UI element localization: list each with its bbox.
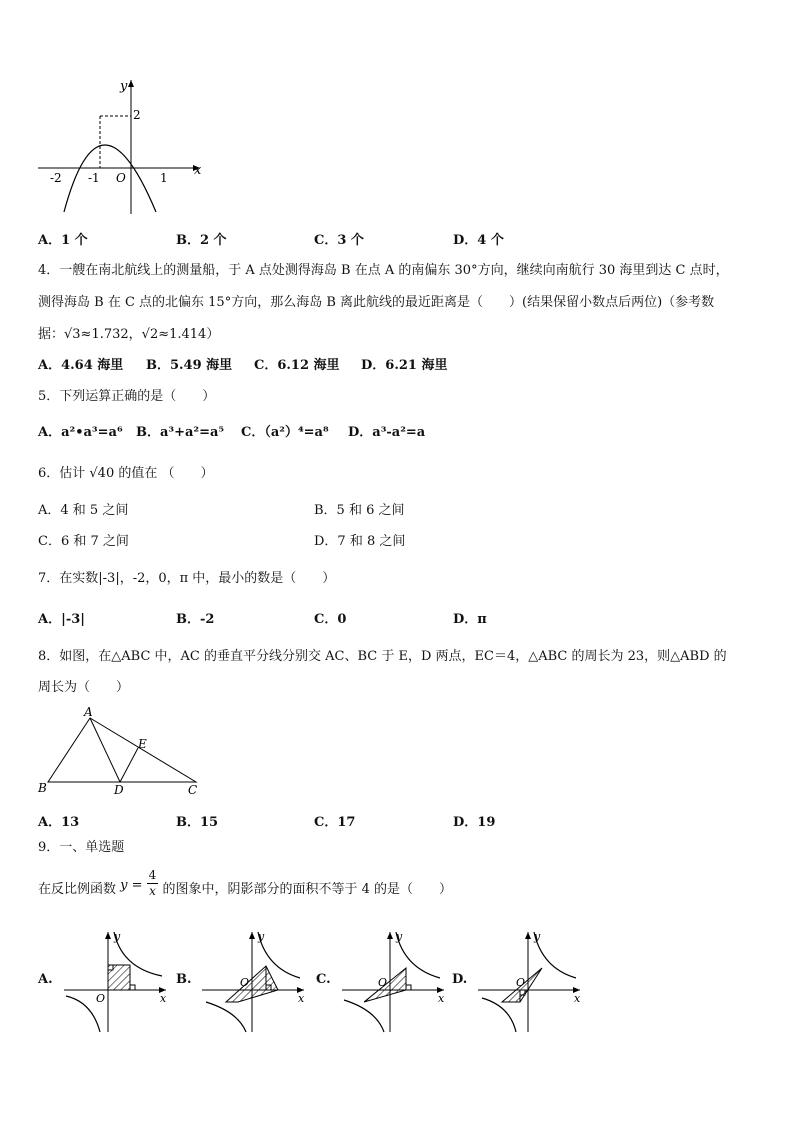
- q5-stem: 5．下列运算正确的是（ ）: [38, 389, 216, 404]
- q6-option-c: C．6 和 7 之间: [38, 534, 129, 549]
- q8-stem-line2: 周长为（ ）: [38, 680, 130, 695]
- svg-text:x: x: [160, 992, 167, 1005]
- q5-option-c: C．（a²）⁴=a⁸: [241, 425, 329, 440]
- q4-option-d: D．6.21 海里: [361, 358, 448, 373]
- q7-option-d: D．π: [453, 612, 487, 627]
- q5-option-a: A．a²•a³=a⁶: [38, 425, 123, 440]
- q9-graph-a: [62, 928, 174, 1034]
- y-axis-label: y: [120, 79, 128, 94]
- svg-text:O: O: [240, 976, 250, 989]
- tick-neg1: -1: [88, 171, 100, 185]
- q9-heading: 9．一、单选题: [38, 840, 125, 855]
- q6-stem: 6．估计 √40 的值在 （ ）: [38, 466, 214, 481]
- vertex-a-label: A: [84, 705, 93, 719]
- q9-option-d-letter: D.: [452, 972, 468, 987]
- q3-option-a: A．1 个: [38, 233, 88, 248]
- q4-option-c: C．6.12 海里: [254, 358, 340, 373]
- q7-option-a: A．|-3|: [38, 612, 85, 627]
- q9-function: y = $\frac{4}{x}$: [120, 868, 157, 898]
- svg-text:y: y: [534, 930, 541, 943]
- q8-stem-line1: 8．如图，在△ABC 中，AC 的垂直平分线分别交 AC、BC 于 E，D 两点，EC＝4，△ABC 的周长为 23，则△ABD 的: [38, 649, 727, 664]
- q5-option-b: B．a³+a²=a⁵: [136, 425, 225, 440]
- svg-text:O: O: [516, 976, 526, 989]
- q3-option-b: B．2 个: [176, 233, 227, 248]
- q4-stem-line2: 测得海岛 B 在 C 点的北偏东 15°方向，那么海岛 B 离此航线的最近距离是（ ）(结果保留小数点后两位)（参考数: [38, 295, 715, 310]
- q9-option-c-letter: C.: [316, 972, 331, 987]
- svg-text:y: y: [114, 930, 121, 943]
- q7-stem: 7．在实数|-3|，-2，0，π 中，最小的数是（ ）: [38, 571, 336, 586]
- point-e-label: E: [138, 737, 147, 751]
- q8-option-d: D．19: [453, 815, 496, 830]
- tick-1: 1: [160, 171, 168, 185]
- q8-option-b: B．15: [176, 815, 219, 830]
- q9-option-b-letter: B.: [176, 972, 192, 987]
- tick-neg2: -2: [50, 171, 62, 185]
- q9-graph-c: [340, 928, 452, 1034]
- q4-option-b: B．5.49 海里: [146, 358, 233, 373]
- svg-text:O: O: [96, 992, 106, 1005]
- svg-text:y: y: [258, 930, 265, 943]
- q4-stem-line1: 4．一艘在南北航线上的测量船，于 A 点处测得海岛 B 在点 A 的南偏东 30°方向，继续向南航行 30 海里到达 C 点时，: [38, 263, 729, 278]
- x-axis-label: x: [194, 163, 202, 178]
- q6-option-b: B．5 和 6 之间: [314, 503, 405, 518]
- vertex-b-label: B: [38, 781, 47, 795]
- q9-stem: [38, 868, 452, 908]
- q9-graph-d: [476, 928, 588, 1034]
- origin-label: O: [116, 171, 126, 185]
- q3-option-c: C．3 个: [314, 233, 364, 248]
- max-value-label: 2: [133, 108, 141, 122]
- svg-text:x: x: [438, 992, 445, 1005]
- q4-option-a: A．4.64 海里: [38, 358, 124, 373]
- q6-option-d: D．7 和 8 之间: [314, 534, 406, 549]
- point-d-label: D: [114, 783, 124, 797]
- q9-stem-post: 的图象中，阴影部分的面积不等于 4 的是（ ）: [162, 882, 452, 897]
- q9-graph-b: [200, 928, 312, 1034]
- q8-option-c: C．17: [314, 815, 356, 830]
- q9-option-a-letter: A.: [38, 972, 53, 987]
- svg-text:y: y: [396, 930, 403, 943]
- svg-text:x: x: [574, 992, 581, 1005]
- q3-parabola-graph: [34, 76, 214, 216]
- q7-option-b: B．-2: [176, 612, 215, 627]
- q6-option-a: A．4 和 5 之间: [38, 503, 129, 518]
- svg-text:x: x: [298, 992, 305, 1005]
- svg-text:O: O: [378, 976, 388, 989]
- q8-option-a: A．13: [38, 815, 80, 830]
- q3-option-d: D．4 个: [453, 233, 504, 248]
- q5-option-d: D．a³-a²=a: [348, 425, 426, 440]
- q9-stem-pre: 在反比例函数: [38, 882, 117, 897]
- q4-stem-line3: 据：√3≈1.732，√2≈1.414）: [38, 327, 220, 342]
- q8-triangle-figure: [34, 704, 214, 800]
- q7-option-c: C．0: [314, 612, 347, 627]
- vertex-c-label: C: [188, 783, 198, 797]
